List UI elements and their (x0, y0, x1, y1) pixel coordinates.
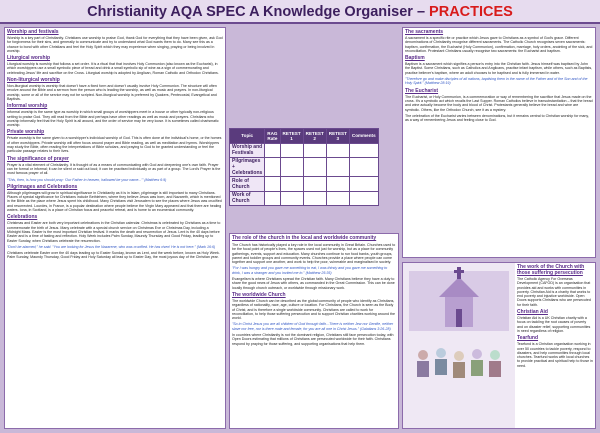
sacraments-panel (402, 27, 596, 258)
prayer-quote: "This, then, is how you should pray: 'Our Father in heaven, hallowed be your name...'" (Matthew 6:9) (7, 177, 167, 182)
prayer-text: Prayer is a vital element of Christianity. It is thought of as a means of communicating with God and deepening one's own faith. Prayer can be formal or informal; it can be silent or said out loud; it can be practised individually or as part of a group. The Lord's Prayer is the most famous prayer of all. (7, 162, 221, 176)
worldwide-heading: The worldwide Church (232, 291, 286, 298)
worldwide-quote: "So in Christ Jesus you are all children of God through faith...There is neither Jew nor Gentile, neither slave nor free, nor is there male and female, for you are all one in Christ Jesus." (Galatians 3:26-28) (232, 322, 394, 331)
left-panel (4, 27, 226, 429)
rag-cell[interactable] (265, 177, 280, 192)
page-title (0, 0, 600, 24)
prayer-heading: The significance of prayer (7, 155, 69, 162)
rag-cell[interactable] (280, 143, 303, 158)
persecuted-text: The Catholic Agency For Overseas Development (CAFOD) is an organisation that provides aid and works with communities in poverty. Christian Aid is a charity that works to end poverty and injustice worldwide. Open Doors supports Christians who are persecuted for their faith. (517, 277, 591, 307)
table-row (230, 177, 379, 192)
rag-header-rate: RAG Rate (265, 129, 280, 144)
rag-table (229, 128, 379, 206)
informal-heading: Informal worship (7, 103, 48, 110)
eucharist-heading: The Eucharist (405, 87, 439, 94)
rag-cell[interactable] (326, 191, 349, 206)
liturgical-heading: Liturgical worship (7, 55, 51, 62)
rag-topic: Pilgrimages + Celebrations (230, 158, 265, 177)
sacraments-heading: The sacraments (405, 29, 444, 35)
rag-cell[interactable] (349, 191, 378, 206)
christian-aid-text: Christian Aid is a UK Christian charity with a focus on tackling the root causes of poverty and on disaster relief, supporting communities in need regardless of religion. (517, 316, 591, 333)
worship-text: Worship is a key part of Christianity. Christians use worship to praise God, thank God for everything that they have been given, ask God for forgiveness for their sins, and generally to communicate and try to understand what God wants them to do. Many see this as a chance to bond with other Christians and feel the Holy Spirit which they may experience when singing, praying or being involved in worship. (7, 36, 223, 53)
private-heading: Private worship (7, 129, 45, 136)
celebrations-text: Christmas and Easter are both very important celebrations in the Christian calendar. Christmas is celebrated by Christians as a time to commemorate the birth of Jesus. Many celebrate with a special church service on Christmas Eve or Christmas Day, including a Midnight Mass. Easter is the most important Christian festival. It marks the death and resurrection of Jesus. Lent is the 40 days before Easter and is a time of fasting and reflection. Holy Week includes Palm Sunday, Maundy Thursday and Good Friday, leading up to Easter Sunday, when Christians celebrate the resurrection. (7, 221, 221, 243)
easter-quote: "Don't be alarmed," he said. "You are looking for Jesus the Nazarene, who was crucified. He has risen! He is not here." (Mark 16:6) (7, 244, 216, 249)
rag-cell[interactable] (280, 191, 303, 206)
persecution-text: In countries where Christianity is not the dominant religion, Christians still face persecution today, with Open Doors estimating that millions of Christians are persecuted worldwide for their faith. Christians respond by praying for those suffering, and supporting organisations that help them. (232, 333, 394, 346)
rag-header-retest1: RETEST 1 (280, 129, 303, 144)
table-row (230, 158, 379, 177)
local-quote: "For I was hungry and you gave me something to eat, I was thirsty and you gave me something to drink, I was a stranger and you invited me in." (Matthew 25:35) (232, 266, 388, 275)
celebrations-heading: Celebrations (7, 214, 38, 221)
pilgrimage-heading: Pilgrimages and Celebrations (7, 183, 78, 190)
baptism-text: Baptism is a sacrament which signifies a person's entry into the Christian faith. Jesus himself was baptised by John the Baptist. Some Christians, such as Catholics and Anglicans, practise infant baptism, while others, such as Baptists, practise believer's baptism, where an adult chooses to be baptised and is fully immersed in water. (405, 62, 593, 75)
worship-heading: Worship and festivals (7, 29, 59, 35)
rag-cell[interactable] (303, 143, 326, 158)
rag-header-retest2: RETEST 2 (303, 129, 326, 144)
rag-cell[interactable] (326, 143, 349, 158)
rag-cell[interactable] (349, 158, 378, 177)
rag-cell[interactable] (303, 191, 326, 206)
persecuted-heading: The work of the Church with those suffering persecution (517, 264, 585, 276)
title-emphasis: PRACTICES (429, 4, 513, 20)
rag-header-topic: Topic (230, 129, 265, 144)
table-row (230, 143, 379, 158)
rag-cell[interactable] (349, 177, 378, 192)
rag-cell[interactable] (280, 158, 303, 177)
informal-text: Informal worship is the same type as worship in which small groups of worshippers meet in a house or other typically non-religious setting to praise God. They will read from the Bible and perhaps have other readings as well as music and prayers. Christians who worship informally feel that the Holy Spirit is all around, and the order of service may be very loose. It is sometimes called charismatic worship. (7, 110, 219, 128)
rag-header-retest3: RETEST 3 (326, 129, 349, 144)
nonliturgical-heading: Non-liturgical worship (7, 77, 60, 84)
worldwide-text: The worldwide Church can be described as the global community of people who identify as Christians, regardless of nationality, race, age, culture or location. For Christians, the Church is seen as the Body of Christ, and is therefore a single worldwide community. Christians are called to work for reconciliation, to help those suffering persecution and to support Christian charities working around the world. (232, 298, 395, 321)
rag-topic: Role of Church (230, 177, 265, 192)
rag-cell[interactable] (303, 158, 326, 177)
rag-header-comments: Comments (349, 129, 378, 144)
easter-text: Christians celebrate Easter over the 40 days leading up to Easter Sunday, known as Lent, and the week before, known as Holy Week. Palm Sunday, Maundy Thursday, Good Friday and Holy Saturday all lead up to Easter Day, the most joyous day of the Christian year. (7, 251, 220, 260)
liturgical-text: Liturgical worship is worship that follows a set order. It is a ritual that that involves Holy Communion (also known as the Eucharist), in which worshippers use a small symbolic piece of bread and drink a small symbolic sip of wine as a sign of commemorating and celebrating Jesus' life and sacrifice on the Cross. Liturgical worship is adopted by Anglican, Roman Catholic and Orthodox Christians. (7, 62, 219, 75)
tearfund-text: Tearfund is a Christian organisation working in over 50 countries to tackle poverty, respond to disasters, and help communities through local churches. Tearfund works with local churches to provide practical and spiritual help to those in need. (517, 342, 593, 368)
church-crowd-picture (403, 263, 515, 428)
table-row (230, 191, 379, 206)
nonliturgical-text: Non-liturgical worship is worship that doesn't have a fixed form and doesn't usually involve Holy Communion. The structure will often revolve around the Bible and a sermon from the person who is leading the worship, as well as music and prayers. In non-liturgical worship, some or all of the service may not be scripted. Non-liturgical worship is preferred by Quakers, Pentecostal, Evangelical and Baptists. (7, 84, 217, 101)
rag-cell[interactable] (326, 177, 349, 192)
rag-cell[interactable] (303, 177, 326, 192)
local-heading: The role of the church in the local and worldwide community (232, 235, 377, 241)
church-work-image-area (403, 263, 515, 428)
private-text: Private worship is the same given to a worshipper's individual worship of God. This is often done at the individual's home, or the homes of other worshippers. Private worship will often focus around prayer and Bible reading, as well as meditation and hymns. Worshippers may study the Bible, often reading the interpretations of Bible scholars, and praying to God to be granted understanding or feel the particular passage relates to their lives. (7, 136, 222, 154)
baptism-quote: "Therefore go and make disciples of all nations, baptising them in the name of the Father and of the Son and of the Holy Spirit." (Matthew 28:19) (405, 77, 588, 86)
rag-topic: Work of Church (230, 191, 265, 206)
rag-cell[interactable] (349, 143, 378, 158)
church-work-panel (402, 262, 596, 429)
pilgrimage-text: Although pilgrimages will grow in spiritual significance in Christianity as it is in Islam, pilgrimage is still important to many Christians. Places of special significance for Christians include Bethlehem, where they believe Jesus was born, and Nazareth, which is mentioned in the Bible as the place where Jesus spent his childhood. Many Christians visit Jerusalem to see the places where Jesus was crucified and resurrected. Lourdes, in France, is a popular destination where people believe the Virgin Mary appeared and that there are healing waters. Iona, in Scotland, is a place of Christian focus and peaceful retreat, and is home to an ecumenical community. (7, 190, 222, 213)
rag-cell[interactable] (265, 158, 280, 177)
rag-cell[interactable] (265, 143, 280, 158)
local-text: The Church has historically played a key role in the local community in Great Britain. Churches used to be the focal point of people's lives, the spaces used not just for worship, but as a place for community gatherings, events, support and education. Many churches continue to run food banks, youth groups, parent and toddler groups and community events. Churches provide a place where people can come together and support one another, and work to help the poor, vulnerable and marginalised in society. (232, 243, 396, 265)
rag-cell[interactable] (280, 177, 303, 192)
rag-cell[interactable] (326, 158, 349, 177)
sacraments-text: A sacrament is a specific rite or practice which Jesus gave to Christians as a symbol of God's grace. Different denominations of Christianity recognise different sacraments. The Catholic Church recognises seven sacraments: baptism, confirmation, the Eucharist (Holy Communion), confirmation, marriage, holy orders, anointing of the sick, and reconciliation. Protestant Christians usually recognise two sacraments: the Eucharist and baptism. (405, 36, 593, 53)
middle-panel (229, 233, 399, 429)
eucharist-text: The Eucharist, or Holy Communion, is a commemoration or way of remembering the sacrifice that Jesus made on the cross. It's a symbolic act which recalls the Last Supper. Roman Catholics believe in transubstantiation – that the bread and wine actually become the body and blood of Christ. Protestants generally believe the bread and wine are symbolic. Others, like the Orthodox Church, see it as a mystery. (405, 94, 593, 112)
title-prefix: Christianity AQA SPEC A Knowledge Organiser – (87, 4, 430, 20)
christian-aid-heading: Christian Aid (517, 309, 548, 316)
eucharist-text-2: The celebration of the Eucharist varies between denominations, but it remains central to Christian worship for many, as a way of remembering Jesus and feeling close to God. (405, 113, 589, 123)
evangelism-text: Evangelism is where Christians spread the Christian faith. Many Christians believe they have a duty to share the good news of Jesus with others, as commanded in the Great Commission. This can be done locally through church outreach, or worldwide through missionary work. (232, 277, 395, 290)
tearfund-heading: Tearfund (517, 335, 539, 342)
rag-cell[interactable] (265, 191, 280, 206)
church-work-text-area (515, 263, 595, 428)
baptism-heading: Baptism (405, 55, 425, 62)
rag-header-row (230, 129, 379, 144)
rag-topic: Worship and Festivals (230, 143, 265, 158)
